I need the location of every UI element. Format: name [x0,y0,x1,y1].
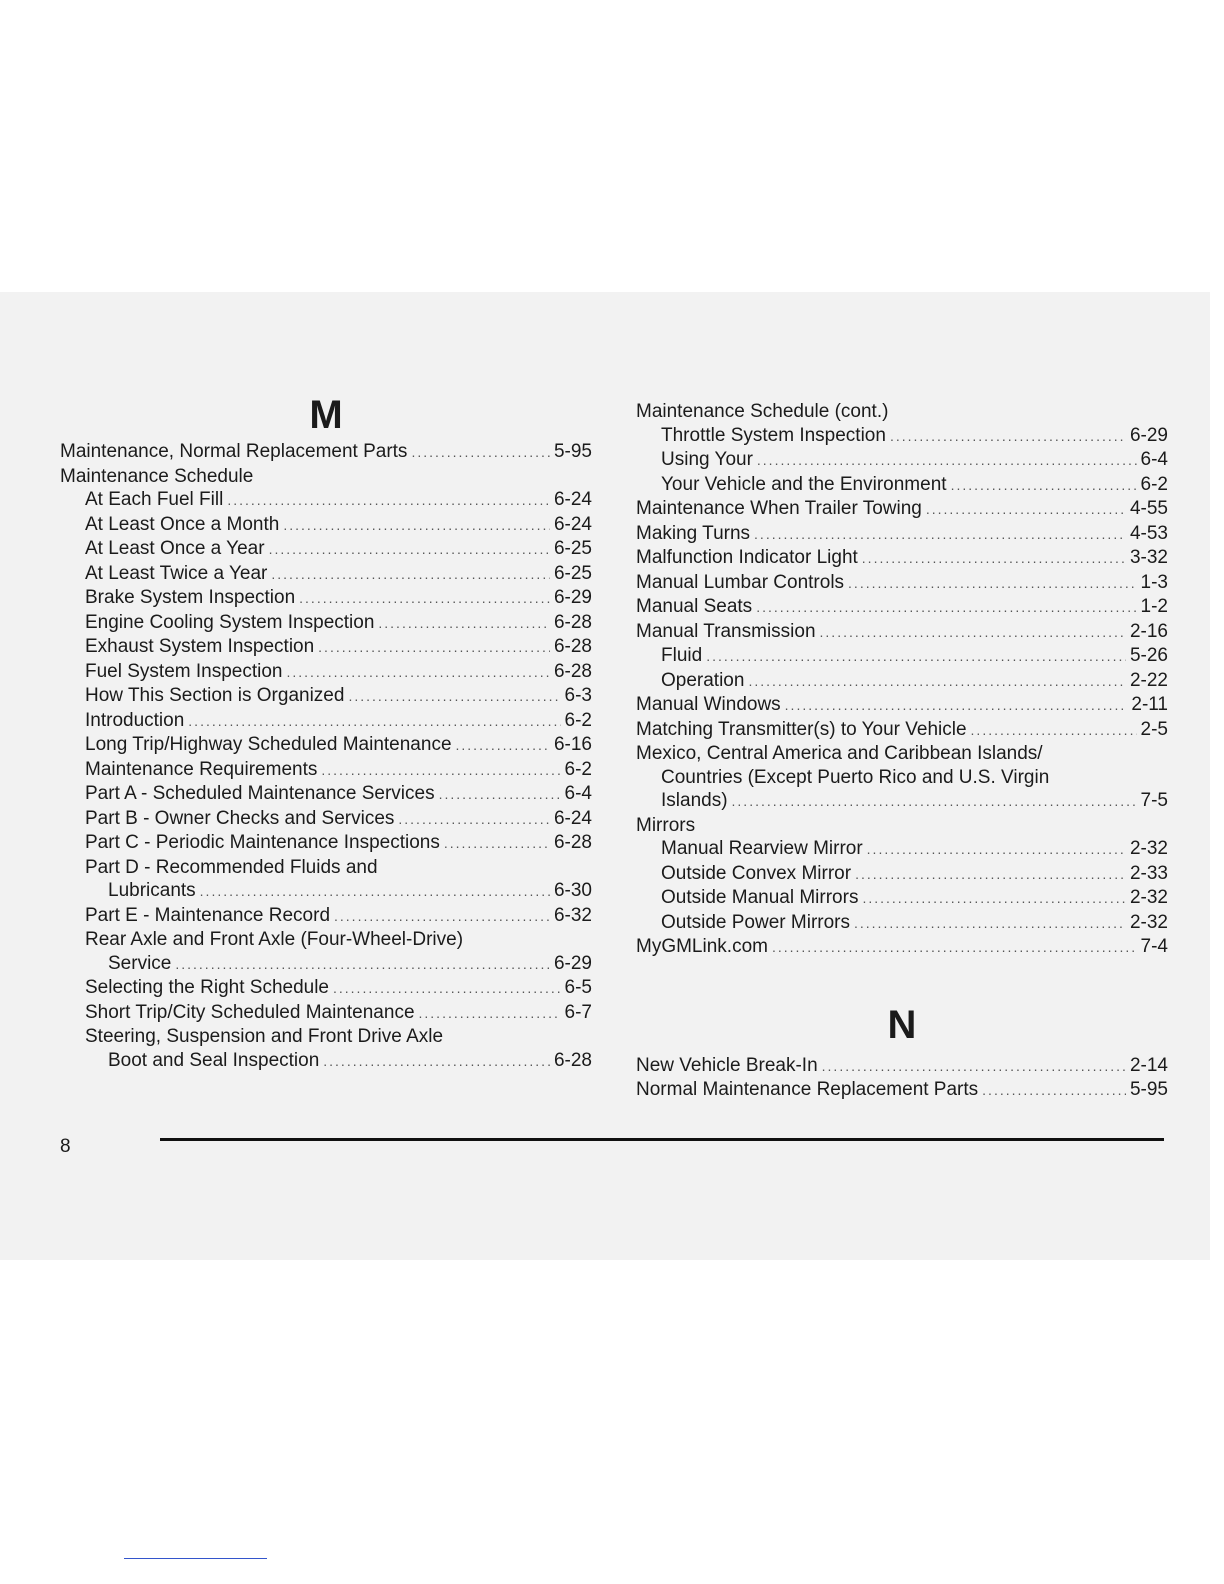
section-letter-n: N [887,1002,917,1047]
index-entry [636,571,1168,596]
index-entry-label: Using Your [661,449,753,470]
index-entry-label: Matching Transmitter(s) to Your Vehicle [636,718,967,740]
dot-leader [982,1079,1126,1103]
index-entry-page: 3-32 [1129,547,1168,568]
dot-leader [200,880,550,904]
dot-leader [175,953,550,977]
index-entry [636,837,1168,862]
index-entry [60,807,592,832]
index-entry-label: Outside Convex Mirror [661,862,852,884]
index-entry-label: New Vehicle Break-In [636,1054,818,1076]
index-entry [60,488,592,513]
index-entry-label: Introduction [85,709,185,731]
index-entry-label: Steering, Suspension and Front Drive Axle [85,1026,444,1047]
index-entry-page: 6-28 [553,660,592,682]
index-entry [636,935,1168,960]
index-entry [636,742,1168,766]
index-entry-label: Mexico, Central America and Caribbean Islands/ [636,743,1043,764]
index-entry [60,1001,592,1026]
index-entry [60,856,592,880]
index-entry [60,733,592,758]
index-entry-label: Fluid [661,645,703,666]
index-entry-label: Maintenance When Trailer Towing [636,498,922,519]
index-entry-label: Part C - Periodic Maintenance Inspections [85,832,440,853]
index-entry-label: Short Trip/City Scheduled Maintenance [85,1001,415,1023]
dot-leader [706,645,1126,669]
index-entry-page: 6-4 [564,783,592,804]
index-entry-page: 6-28 [553,611,592,633]
index-entry-page: 6-30 [553,880,592,901]
index-entry-label: Maintenance Schedule (cont.) [636,401,889,422]
index-entry-page: 6-29 [1129,424,1168,446]
index-entry-label: Normal Maintenance Replacement Parts [636,1079,979,1100]
index-entry [60,904,592,929]
dot-leader [444,832,550,856]
index-entry-label: Outside Power Mirrors [661,911,850,933]
dot-leader [748,670,1126,694]
index-entry [60,976,592,1001]
dot-leader [822,1055,1126,1079]
index-entry [60,709,592,734]
index-entry-page: 7-4 [1140,936,1168,957]
index-entry-label: Operation [661,669,745,691]
dot-leader [419,1002,561,1026]
dot-leader [848,572,1136,596]
dot-leader [971,719,1137,743]
index-entry-page: 6-29 [553,952,592,974]
index-entry [60,611,592,636]
index-entry-label: Part A - Scheduled Maintenance Services [85,783,435,804]
index-entry [636,718,1168,743]
index-entry-page: 5-95 [553,441,592,462]
index-entry [60,831,592,856]
index-entry-label: Outside Manual Mirrors [661,887,859,908]
index-entry-label: Maintenance Requirements [85,758,318,780]
index-entry-page: 5-95 [1129,1079,1168,1100]
index-entry-label: MyGMLink.com [636,936,768,957]
section-letter-m: M [309,393,343,437]
dot-leader [439,783,561,807]
dot-leader [820,621,1126,645]
index-entry-page: 6-2 [564,709,592,731]
index-entry [636,1054,1168,1079]
index-entry [60,537,592,562]
page-number: 8 [60,1136,71,1157]
index-entry [636,789,1168,814]
index-entry-label: Selecting the Right Schedule [85,977,329,998]
dot-leader [862,887,1126,911]
index-entry-page: 6-29 [553,587,592,608]
index-entry-label: At Least Once a Year [85,538,265,559]
index-entry-page: 5-26 [1129,645,1168,666]
dot-leader [862,547,1126,571]
index-entry [60,635,592,660]
dot-leader [854,912,1126,936]
index-entry-page: 6-28 [553,1049,592,1071]
index-entry [636,911,1168,936]
index-entry [636,886,1168,911]
dot-leader [286,661,549,685]
dot-leader [334,905,550,929]
index-entry-page: 1-3 [1140,571,1168,593]
index-entry-label: Making Turns [636,522,751,544]
dot-leader [398,808,550,832]
index-entry-page: 6-3 [564,685,592,706]
index-entry-page: 6-25 [553,538,592,559]
dot-leader [456,734,550,758]
dot-leader [890,425,1126,449]
index-entry-page: 2-11 [1131,694,1168,715]
index-entry-page: 2-14 [1129,1054,1168,1076]
dot-leader [348,685,560,709]
dot-leader [333,977,561,1001]
index-entry-page: 4-55 [1129,498,1168,519]
index-entry-label: Part B - Owner Checks and Services [85,807,395,829]
index-entry [60,465,592,489]
dot-leader [732,790,1137,814]
index-entry-label: Throttle System Inspection [661,424,886,446]
index-entry [636,448,1168,473]
index-entry-page: 1-2 [1140,596,1168,617]
index-entry-page: 6-4 [1140,449,1168,470]
index-entry-label: Manual Transmission [636,620,816,642]
index-entry [60,562,592,587]
index-entry-label: Maintenance Schedule [60,465,254,487]
dot-leader [756,596,1136,620]
index-entry-label: At Each Fuel Fill [85,489,224,510]
dot-leader [867,838,1126,862]
dot-leader [757,449,1137,473]
index-entry-label: Rear Axle and Front Axle (Four-Wheel-Drive) [85,929,464,950]
dot-leader [299,587,550,611]
index-list-m [60,440,592,1073]
index-list-m-continued [636,400,1168,960]
dot-leader [271,563,550,587]
index-entry [60,1025,592,1049]
index-entry [636,424,1168,449]
index-entry-page: 2-5 [1140,718,1168,740]
index-entry-label: Boot and Seal Inspection [108,1049,320,1071]
index-entry [636,862,1168,887]
index-entry-page: 6-2 [1140,473,1168,495]
index-entry-label: Maintenance, Normal Replacement Parts [60,441,408,462]
index-entry-page: 2-32 [1129,838,1168,859]
index-entry-label: Islands) [661,790,728,811]
index-entry-label: Malfunction Indicator Light [636,547,858,568]
index-entry-label: How This Section is Organized [85,685,345,706]
index-entry [60,684,592,709]
dot-leader [378,612,550,636]
index-entry [636,595,1168,620]
index-entry-label: Mirrors [636,814,696,836]
dot-leader [855,863,1126,887]
footer-link-underline [124,1558,267,1559]
index-entry [60,782,592,807]
index-entry-page: 2-33 [1129,862,1168,884]
index-entry-page: 6-28 [553,832,592,853]
index-entry [636,620,1168,645]
index-entry [60,586,592,611]
index-entry [60,660,592,685]
index-entry [636,693,1168,718]
index-entry-page: 2-16 [1129,620,1168,642]
dot-leader [951,474,1137,498]
dot-leader [754,523,1126,547]
dot-leader [269,538,550,562]
index-entry-page: 2-32 [1129,911,1168,933]
index-entry [60,513,592,538]
dot-leader [321,759,560,783]
dot-leader [318,636,550,660]
index-entry-page: 6-25 [553,562,592,584]
index-entry [636,814,1168,838]
index-entry-label: Lubricants [108,880,196,901]
index-entry [636,766,1168,790]
dot-leader [227,489,550,513]
index-entry-label: At Least Twice a Year [85,562,268,584]
index-column-right [636,400,1168,1103]
index-entry-page: 6-32 [553,904,592,926]
index-entry-page: 6-7 [564,1001,592,1023]
dot-leader [785,694,1128,718]
index-entry-label: Manual Rearview Mirror [661,838,863,859]
index-entry-label: Manual Seats [636,596,753,617]
index-entry-label: Your Vehicle and the Environment [661,473,947,495]
index-entry-page: 6-24 [553,489,592,510]
index-entry-label: Engine Cooling System Inspection [85,611,375,633]
dot-leader [411,441,550,465]
index-entry-label: At Least Once a Month [85,513,280,535]
index-entry [636,400,1168,424]
index-entry-label: Long Trip/Highway Scheduled Maintenance [85,734,452,755]
index-entry-label: Fuel System Inspection [85,660,283,682]
dot-leader [926,498,1126,522]
index-entry [60,758,592,783]
index-entry-label: Manual Windows [636,694,781,715]
dot-leader [323,1050,550,1074]
index-entry-label: Brake System Inspection [85,587,296,608]
index-column-left [60,390,592,1073]
index-entry [636,669,1168,694]
index-entry [636,644,1168,669]
footer-rule [160,1138,1164,1141]
index-entry [60,928,592,952]
index-entry [60,879,592,904]
index-entry-page: 7-5 [1140,790,1168,811]
index-entry [60,952,592,977]
index-entry-page: 6-2 [564,758,592,780]
index-entry-page: 6-5 [564,977,592,998]
dot-leader [283,514,550,538]
index-entry-label: Exhaust System Inspection [85,636,315,657]
index-entry [636,1078,1168,1103]
index-entry-page: 2-32 [1129,887,1168,908]
index-entry-label: Service [108,952,172,974]
index-entry-label: Part E - Maintenance Record [85,904,331,926]
index-entry-page: 2-22 [1129,669,1168,691]
index-entry-page: 6-28 [553,636,592,657]
index-list-n [636,1054,1168,1103]
dot-leader [772,936,1137,960]
index-entry [636,546,1168,571]
index-entry-label: Part D - Recommended Fluids and [85,856,378,878]
index-entry [636,522,1168,547]
index-entry [636,497,1168,522]
dot-leader [188,710,560,734]
index-entry-label: Manual Lumbar Controls [636,571,845,593]
index-entry-page: 6-16 [553,734,592,755]
index-entry-page: 4-53 [1129,522,1168,544]
index-entry [60,1049,592,1074]
index-entry-page: 6-24 [553,513,592,535]
index-entry [636,473,1168,498]
index-entry-label: Countries (Except Puerto Rico and U.S. Virgin [661,766,1050,788]
index-entry [60,440,592,465]
index-entry-page: 6-24 [553,807,592,829]
